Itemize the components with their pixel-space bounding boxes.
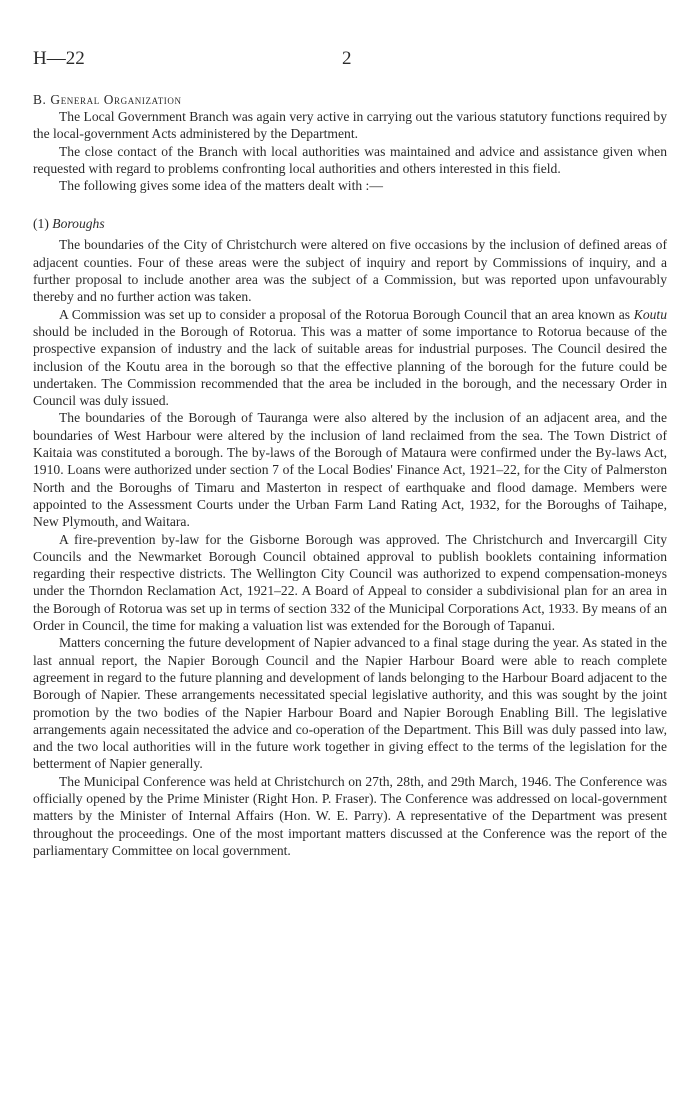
body-paragraph: A fire-prevention by-law for the Gisborne Borough was approved. The Christchurch and Invercargill City Councils and the Newmarket Borough Council obtained approval to publish booklets containing information regarding their respective districts. The Wellington City Council was authorized to expend compensation-moneys under the Thorndon Reclamation Act, 1921–22. A Board of Appeal to consider a subdivisional plan for an area in the Borough of Rotorua was set up in terms of section 332 of the Municipal Corporations Act, 1933. By means of an Order in Council, the time for making a valuation list was extended for the Borough of Tapanui. xyxy=(33,531,667,634)
intro-paragraph: The Local Government Branch was again very active in carrying out the various statutory functions required by the local-government Acts administered by the Department. xyxy=(33,109,667,142)
document-page xyxy=(33,48,667,859)
intro-paragraph: The close contact of the Branch with local authorities was maintained and advice and assistance given when requested with regard to problems confronting local authorities and others interested in this field. xyxy=(33,143,667,176)
page-number: 2 xyxy=(342,48,352,69)
intro-paragraph: The following gives some idea of the matters dealt with :— xyxy=(59,178,383,194)
subsection-number: (1) xyxy=(33,216,49,232)
body-paragraph: The boundaries of the City of Christchurch were altered on five occasions by the inclusion of defined areas of adjacent counties. Four of these areas were the subject of inquiry and report by Commissions of inquiry, and a further proposal to include another area was the subject of a Commission, but was reported upon unfavourably thereby and no further action was taken. xyxy=(33,237,667,305)
body-paragraph: Matters concerning the future development of Napier advanced to a final stage during the year. As stated in the last annual report, the Napier Borough Council and the Napier Harbour Board were able to reach complete agreement in regard to the future planning and development of lands belonging to the Harbour Board adjacent to the Borough of Napier. These arrangements necessitated special legislative authority, and this was sought by the joint promotion by the two bodies of the Napier Harbour Board and Napier Borough Enabling Bill. The legislative arrangements again necessitated the advice and co-operation of the Department. This Bill was duly passed into law, and the two local authorities will in the future work together in giving effect to the terms of the legislation for the betterment of Napier generally. xyxy=(33,635,667,772)
section-heading: B. General Organization xyxy=(33,92,182,107)
document-reference: H—22 xyxy=(33,48,85,69)
paragraph-text: should be included in the Borough of Rotorua. This was a matter of some importance to Rotorua because of the prospective expansion of industry and the lack of suitable areas for industrial purposes. The Council desired the inclusion of the Koutu area in the borough so that the effective planning of the borough for the future could be undertaken. The Commission recommended that the area be included in the borough, and the necessary Order in Council was duly issued. xyxy=(33,323,667,409)
body-paragraph: The boundaries of the Borough of Tauranga were also altered by the inclusion of an adjacent area, and the boundaries of West Harbour were altered by the inclusion of land reclaimed from the sea. The Town District of Kaitaia was constituted a borough. The by-laws of the Borough of Mataura were confirmed under the By-laws Act, 1910. Loans were authorized under section 7 of the Local Bodies' Finance Act, 1921–22, for the City of Palmerston North and the Boroughs of Timaru and Masterton in respect of earthquake and flood damage. Members were appointed to the Assessment Courts under the Urban Farm Land Rating Act, 1932, for the Boroughs of Taihape, New Plymouth, and Waitara. xyxy=(33,410,667,530)
subsection-heading xyxy=(33,215,667,232)
body-paragraph: The Municipal Conference was held at Christchurch on 27th, 28th, and 29th March, 1946. The Conference was officially opened by the Prime Minister (Right Hon. P. Fraser). The Conference was addressed on local-government matters by the Minister of Internal Affairs (Hon. W. E. Parry). A representative of the Department was present throughout the proceedings. One of the most important matters discussed at the Conference was the report of the parliamentary Committee on local government. xyxy=(33,773,667,858)
subsection-title: Boroughs xyxy=(52,216,105,232)
paragraph-text: A Commission was set up to consider a proposal of the Rotorua Borough Council that an area known as xyxy=(59,306,634,322)
body-paragraph xyxy=(33,306,667,410)
page-header xyxy=(33,48,667,74)
place-name-koutu: Koutu xyxy=(633,306,667,322)
